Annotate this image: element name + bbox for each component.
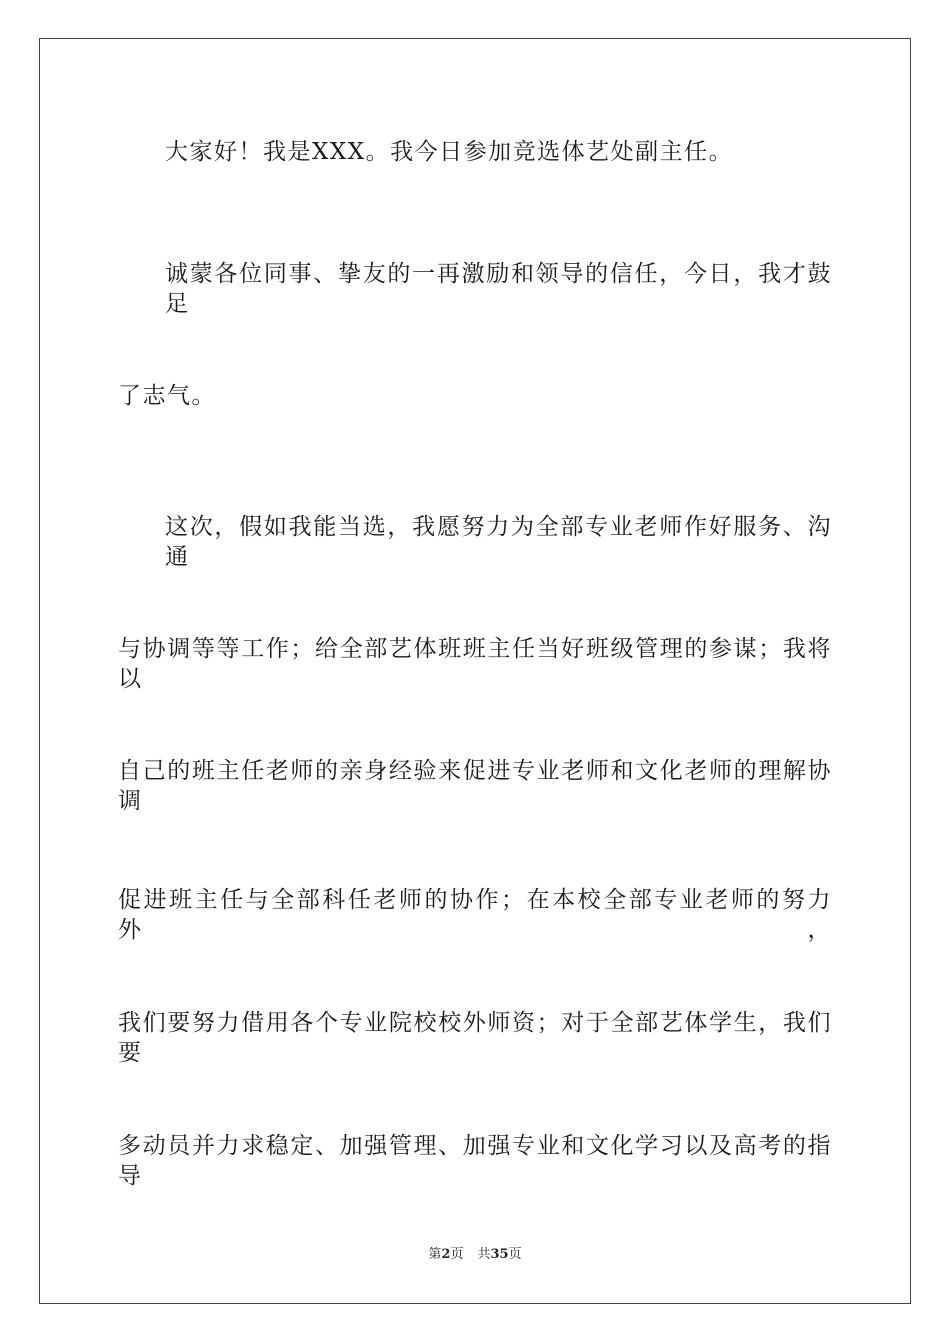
page-footer [0,1246,950,1264]
footer-total-suffix: 页 [508,1247,522,1262]
paragraph-line-7: 促进班主任与全部科任老师的协作；在本校全部专业老师的努力外， [118,887,832,943]
paragraph-line-2: 诚蒙各位同事、挚友的一再激励和领导的信任，今日，我才鼓足 [165,261,832,317]
footer-total-number: 35 [490,1247,509,1262]
footer-page-number: 2 [441,1247,451,1262]
paragraph-line-1: 大家好！我是XXX。我今日参加竞选体艺处副主任。 [165,139,734,165]
paragraph-line-5: 与协调等等工作；给全部艺体班班主任当好班级管理的参谋；我将以 [118,636,832,692]
footer-page-suffix: 页 [450,1247,464,1262]
paragraph-line-4: 这次，假如我能当选，我愿努力为全部专业老师作好服务、沟通 [165,514,832,570]
footer-total-prefix: 共 [477,1247,491,1262]
paragraph-line-6: 自己的班主任老师的亲身经验来促进专业老师和文化老师的理解协调 [118,758,832,814]
paragraph-line-3: 了志气。 [118,383,216,409]
footer-page-prefix: 第 [428,1247,442,1262]
paragraph-line-8: 我们要努力借用各个专业院校校外师资；对于全部艺体学生，我们要 [118,1010,832,1066]
paragraph-line-9: 多动员并力求稳定、加强管理、加强专业和文化学习以及高考的指导 [118,1133,832,1189]
